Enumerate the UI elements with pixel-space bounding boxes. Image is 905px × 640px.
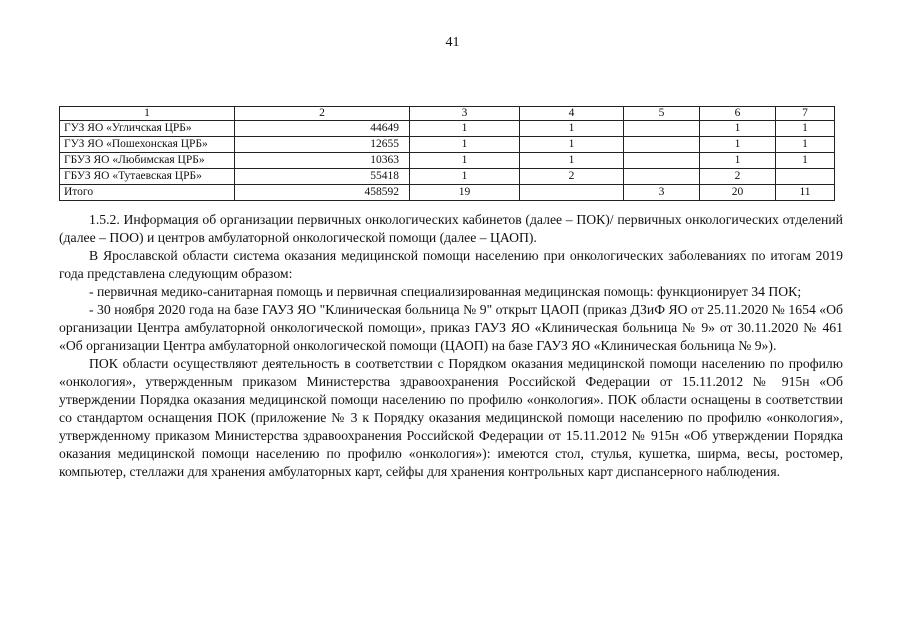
table-header-cell: 2	[235, 107, 410, 121]
table-cell-name: Итого	[60, 185, 235, 201]
table-cell: 11	[776, 185, 835, 201]
table-row	[60, 169, 835, 185]
table-cell-population: 10363	[235, 153, 410, 169]
table-cell: 1	[410, 153, 520, 169]
table-cell: 1	[776, 153, 835, 169]
section-heading-paragraph: 1.5.2. Информация об организации первичных онкологических кабинетов (далее – ПОК)/ первичных онкологических отделений (далее – ПОО) и центров амбулаторной онкологической помощи (далее – ЦАОП).	[59, 212, 843, 245]
table-cell-population: 55418	[235, 169, 410, 185]
data-table	[59, 106, 835, 201]
table-cell: 1	[700, 137, 776, 153]
table-cell	[520, 185, 624, 201]
table-cell-population: 458592	[235, 185, 410, 201]
table-cell	[776, 169, 835, 185]
table-header-cell: 3	[410, 107, 520, 121]
table-cell	[624, 121, 700, 137]
table-row	[60, 153, 835, 169]
table-cell-name: ГУЗ ЯО «Пошехонская ЦРБ»	[60, 137, 235, 153]
table-cell: 1	[410, 137, 520, 153]
list-paragraph: - 30 ноября 2020 года на базе ГАУЗ ЯО "Клиническая больница № 9" открыт ЦАОП (приказ ДЗиФ ЯО от 25.11.2020 № 1654 «Об организации Центра амбулаторной онкологической помощи», приказ ГАУЗ ЯО «Клиническая больница № 9» от 30.11.2020 № 461 «Об организации Центра амбулаторной онкологической помощи (ЦАОП) на базе ГАУЗ ЯО «Клиническая больница № 9»).	[59, 302, 843, 353]
table-cell-name: ГБУЗ ЯО «Тутаевская ЦРБ»	[60, 169, 235, 185]
table-total-row	[60, 185, 835, 201]
table-cell: 1	[410, 121, 520, 137]
table-row	[60, 137, 835, 153]
table-cell-population: 44649	[235, 121, 410, 137]
body-text	[59, 211, 843, 481]
table-cell: 1	[776, 121, 835, 137]
table-cell: 1	[520, 137, 624, 153]
table-header-cell: 7	[776, 107, 835, 121]
table-cell-name: ГУЗ ЯО «Угличская ЦРБ»	[60, 121, 235, 137]
table-header-row	[60, 107, 835, 121]
table-cell: 1	[776, 137, 835, 153]
table-header-cell: 6	[700, 107, 776, 121]
table-cell: 1	[700, 121, 776, 137]
table-row	[60, 121, 835, 137]
table-cell: 19	[410, 185, 520, 201]
table-cell	[624, 169, 700, 185]
table-cell: 3	[624, 185, 700, 201]
table-cell: 1	[520, 153, 624, 169]
page-number: 41	[445, 35, 460, 50]
list-paragraph: - первичная медико-санитарная помощь и первичная специализированная медицинская помощь: функционирует 34 ПОК;	[89, 284, 802, 299]
table-cell: 1	[410, 169, 520, 185]
table-cell-population: 12655	[235, 137, 410, 153]
paragraph: В Ярославской области система оказания медицинской помощи населению при онкологических заболеваниях по итогам 2019 года представлена следующим образом:	[59, 248, 843, 281]
table-cell: 20	[700, 185, 776, 201]
table-cell	[624, 153, 700, 169]
table-cell: 1	[700, 153, 776, 169]
paragraph: ПОК области осуществляют деятельность в соответствии с Порядком оказания медицинской помощи населению по профилю «онкология», утвержденным приказом Министерства здравоохранения Российской Федерации от 15.11.2012 № 915н «Об утверждении Порядка оказания медицинской помощи населению по профилю «онкология». ПОК области оснащены в соответствии со стандартом оснащения ПОК (приложение № 3 к Порядку оказания медицинской помощи населению по профилю «онкология», утвержденному приказом Министерства здравоохранения Российской Федерации от 15.11.2012 № 915н «Об утверждении Порядка оказания медицинской помощи населению по профилю «онкология»): имеются стол, стулья, кушетка, ширма, весы, ростомер, компьютер, стеллажи для хранения амбулаторных карт, сейфы для хранения контрольных карт диспансерного наблюдения.	[59, 356, 843, 479]
table-cell: 2	[520, 169, 624, 185]
table-cell	[624, 137, 700, 153]
table-header-cell: 4	[520, 107, 624, 121]
table-cell: 2	[700, 169, 776, 185]
table-header-cell: 1	[60, 107, 235, 121]
table-header-cell: 5	[624, 107, 700, 121]
table-cell: 1	[520, 121, 624, 137]
table-cell-name: ГБУЗ ЯО «Любимская ЦРБ»	[60, 153, 235, 169]
